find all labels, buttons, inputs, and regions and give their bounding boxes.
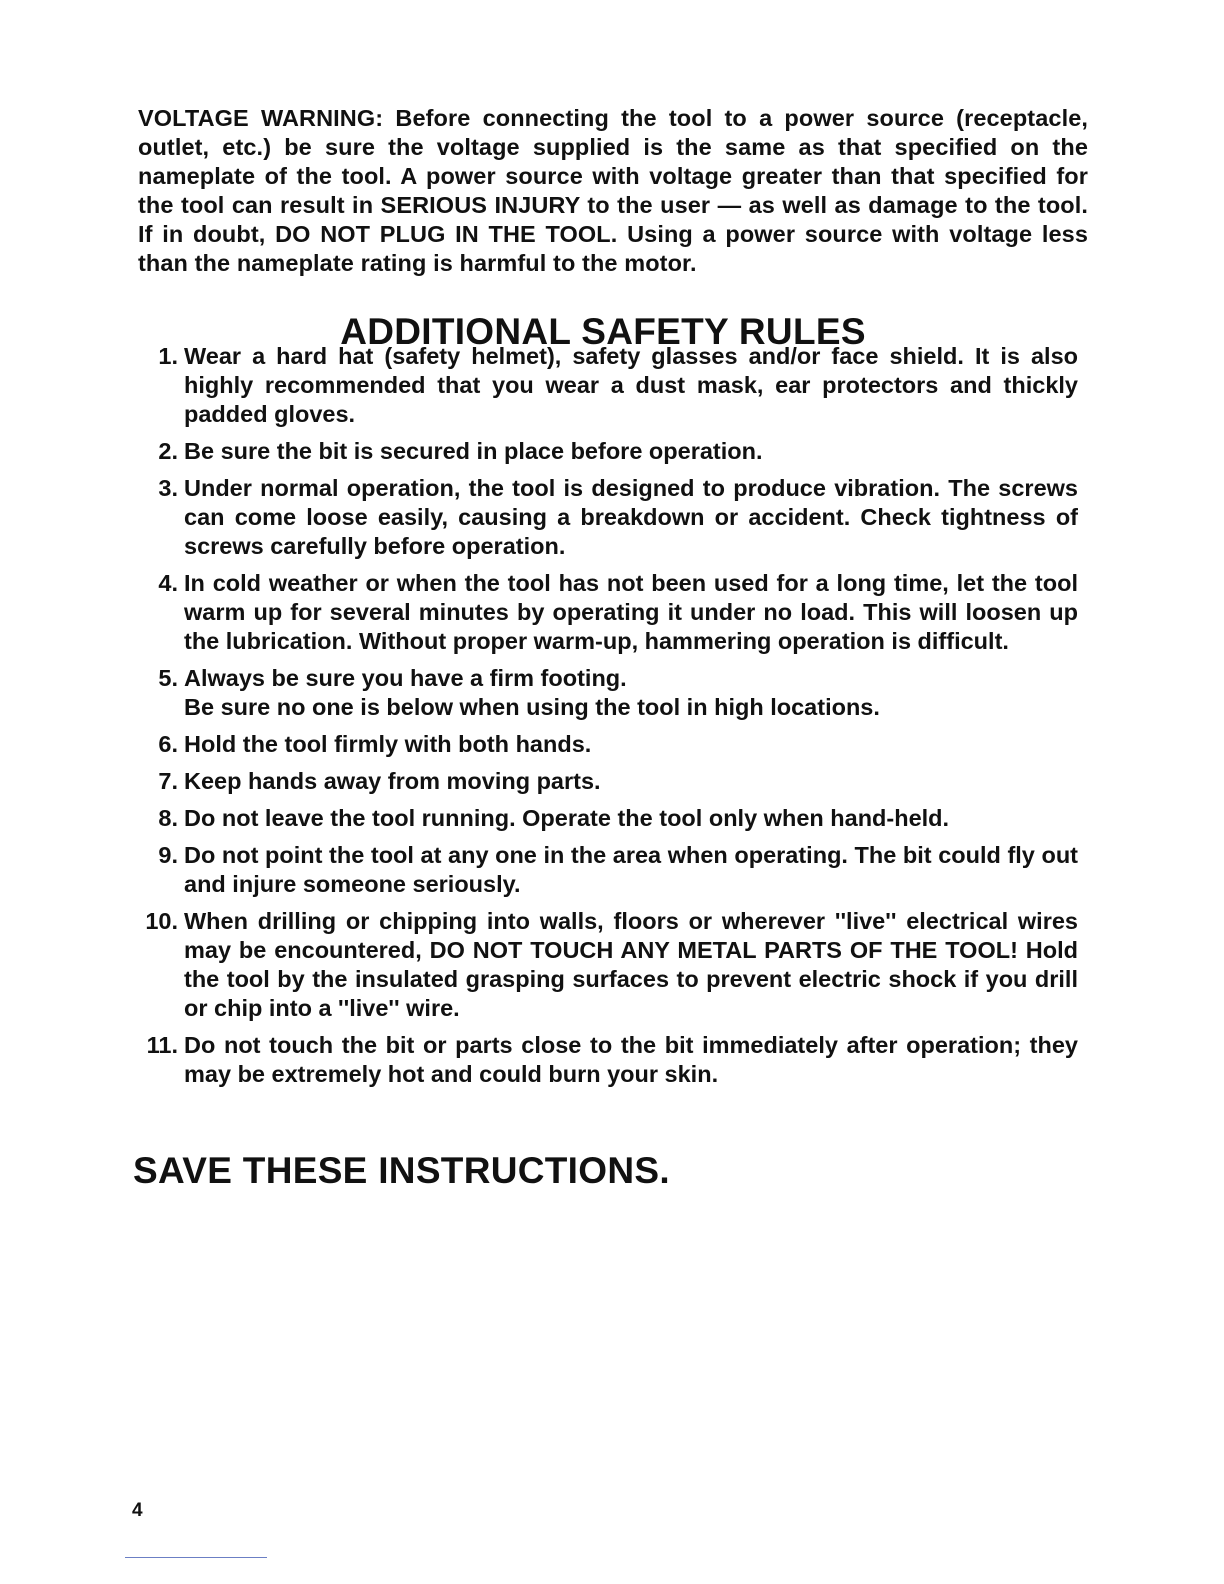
safety-rule-7 (138, 767, 1078, 796)
safety-rule-2 (138, 437, 1078, 466)
safety-rule-10 (138, 907, 1078, 1023)
rule-number: 5. (158, 665, 178, 691)
rule-number: 4. (158, 570, 178, 596)
rule-number: 9. (158, 842, 178, 868)
rule-number: 2. (158, 438, 178, 464)
rule-text: Under normal operation, the tool is designed to produce vibration. The screws can come loose easily, causing a breakdown or accident. Check tightness of screws carefully before operation. (184, 475, 1078, 559)
rule-text: Hold the tool firmly with both hands. (184, 731, 592, 757)
safety-rule-4 (138, 569, 1078, 656)
rule-number: 8. (158, 805, 178, 831)
safety-rule-1 (138, 342, 1078, 429)
rule-text: Do not leave the tool running. Operate the tool only when hand-held. (184, 805, 950, 831)
rule-number: 1. (158, 343, 178, 369)
rule-number: 11. (146, 1032, 178, 1058)
rule-number: 7. (158, 768, 178, 794)
rule-text: Be sure the bit is secured in place before operation. (184, 438, 763, 464)
voltage-warning-paragraph: VOLTAGE WARNING: Before connecting the tool to a power source (receptacle, outlet, etc.) be sure the voltage supplied is the same as that specified on the nameplate of the tool. A power source with voltage greater than that specified for the tool can result in SERIOUS INJURY to the user — as well as damage to the tool. If in doubt, DO NOT PLUG IN THE TOOL. Using a power source with voltage less than the nameplate rating is harmful to the motor. (138, 104, 1088, 276)
footer-divider (125, 1557, 267, 1558)
safety-rule-6 (138, 730, 1078, 759)
rule-text: In cold weather or when the tool has not been used for a long time, let the tool warm up for several minutes by operating it under no load. This will loosen up the lubrication. Without proper warm-up, hammering operation is difficult. (184, 570, 1078, 654)
rule-text: Do not touch the bit or parts close to the bit immediately after operation; they may be extremely hot and could burn your skin. (184, 1032, 1078, 1087)
rule-number: 3. (158, 475, 178, 501)
safety-rule-5 (138, 664, 1078, 722)
rule-text: Keep hands away from moving parts. (184, 768, 601, 794)
rule-text: Do not point the tool at any one in the area when operating. The bit could fly out and injure someone seriously. (184, 842, 1078, 897)
page-number: 4 (132, 1500, 143, 1521)
rule-number: 10. (145, 908, 178, 934)
safety-rule-11 (138, 1031, 1078, 1089)
rule-text: Wear a hard hat (safety helmet), safety glasses and/or face shield. It is also highly recommended that you wear a dust mask, ear protectors and thickly padded gloves. (184, 343, 1078, 427)
rule-text-continued: Be sure no one is below when using the tool in high locations. (184, 694, 880, 720)
safety-rule-3 (138, 474, 1078, 561)
rule-text: Always be sure you have a firm footing. (184, 665, 627, 691)
rule-text: When drilling or chipping into walls, floors or wherever ''live'' electrical wires may be encountered, DO NOT TOUCH ANY METAL PARTS OF THE TOOL! Hold the tool by the insulated grasping surfaces to prevent electric shock if you drill or chip into a ''live'' wire. (184, 908, 1078, 1021)
rule-number: 6. (158, 731, 178, 757)
save-instructions-heading: SAVE THESE INSTRUCTIONS. (133, 1149, 670, 1191)
safety-rules-list (138, 342, 1078, 1097)
safety-rule-9 (138, 841, 1078, 899)
section-title: ADDITIONAL SAFETY RULES (340, 310, 866, 352)
safety-rule-8 (138, 804, 1078, 833)
